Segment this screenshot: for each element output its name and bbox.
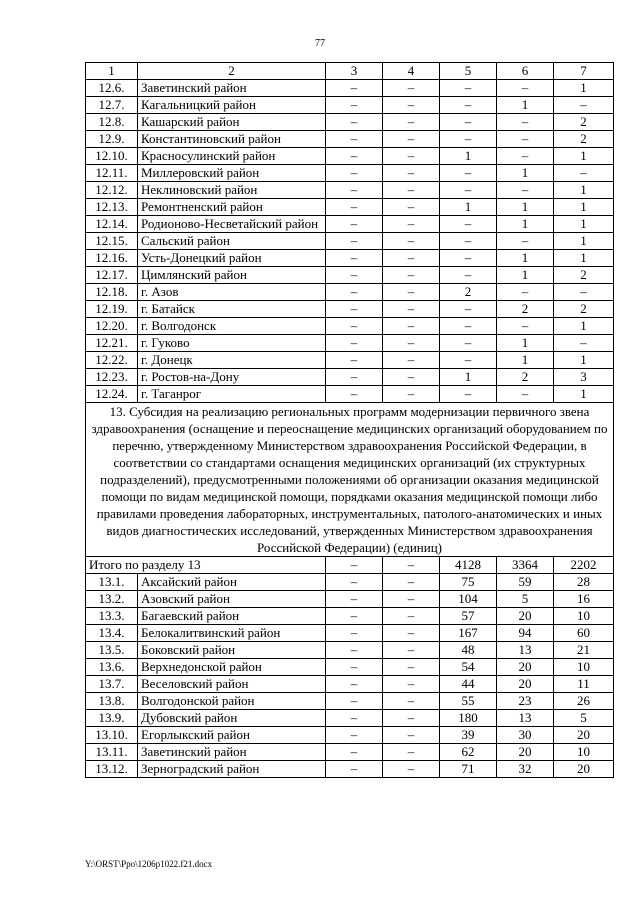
col7-value: 1: [554, 352, 614, 369]
col4-value: –: [383, 693, 440, 710]
col4-value: –: [383, 761, 440, 778]
district-name: Миллеровский район: [138, 165, 326, 182]
table-row: [86, 250, 614, 267]
col6-value: –: [497, 284, 554, 301]
col6-value: 5: [497, 591, 554, 608]
col4-value: –: [383, 352, 440, 369]
row-number: 13.11.: [86, 744, 138, 761]
col4-value: –: [383, 386, 440, 403]
col7-value: 2: [554, 301, 614, 318]
col4-value: –: [383, 710, 440, 727]
district-name: Белокалитвинский район: [138, 625, 326, 642]
col3-value: –: [326, 727, 383, 744]
col7-value: 1: [554, 386, 614, 403]
col4-value: –: [383, 148, 440, 165]
district-name: Егорлыкский район: [138, 727, 326, 744]
row-number: 13.6.: [86, 659, 138, 676]
header-cell: 4: [383, 63, 440, 80]
col5-value: –: [440, 165, 497, 182]
col6-value: 13: [497, 642, 554, 659]
col4-value: –: [383, 165, 440, 182]
district-name: Красносулинский район: [138, 148, 326, 165]
col4-value: –: [383, 591, 440, 608]
col5-value: –: [440, 216, 497, 233]
row-number: 12.18.: [86, 284, 138, 301]
col3-value: –: [326, 574, 383, 591]
district-name: г. Таганрог: [138, 386, 326, 403]
col6-value: 1: [497, 97, 554, 114]
col6-value: –: [497, 318, 554, 335]
col6-value: 1: [497, 216, 554, 233]
table-row: [86, 233, 614, 250]
col3-value: –: [326, 335, 383, 352]
col5-value: –: [440, 318, 497, 335]
data-table: [85, 62, 614, 778]
col3-value: –: [326, 352, 383, 369]
col7-value: 2: [554, 114, 614, 131]
table-row: [86, 97, 614, 114]
col4-value: –: [383, 250, 440, 267]
col6-value: –: [497, 233, 554, 250]
col5-value: 1: [440, 199, 497, 216]
col3-value: –: [326, 301, 383, 318]
section-total-row: [86, 557, 614, 574]
district-name: Усть-Донецкий район: [138, 250, 326, 267]
col3-value: –: [326, 659, 383, 676]
col7-value: –: [554, 335, 614, 352]
row-number: 13.2.: [86, 591, 138, 608]
district-name: Верхнедонской район: [138, 659, 326, 676]
col4-value: –: [383, 744, 440, 761]
district-name: Кашарский район: [138, 114, 326, 131]
row-number: 13.1.: [86, 574, 138, 591]
col6-value: 1: [497, 352, 554, 369]
col5-value: 1: [440, 148, 497, 165]
col5-value: –: [440, 352, 497, 369]
row-number: 12.24.: [86, 386, 138, 403]
table-row: [86, 386, 614, 403]
table-row: [86, 80, 614, 97]
col7-value: 21: [554, 642, 614, 659]
district-name: г. Батайск: [138, 301, 326, 318]
col5-value: –: [440, 335, 497, 352]
col4-value: –: [383, 97, 440, 114]
col3-value: –: [326, 131, 383, 148]
total-col3-value: –: [326, 557, 383, 574]
row-number: 12.10.: [86, 148, 138, 165]
table-row: [86, 710, 614, 727]
row-number: 12.6.: [86, 80, 138, 97]
total-label: Итого по разделу 13: [86, 557, 326, 574]
col7-value: 20: [554, 727, 614, 744]
col5-value: –: [440, 131, 497, 148]
table-row: [86, 369, 614, 386]
col6-value: 1: [497, 335, 554, 352]
col3-value: –: [326, 693, 383, 710]
table-row: [86, 676, 614, 693]
col7-value: 1: [554, 216, 614, 233]
district-name: Багаевский район: [138, 608, 326, 625]
col5-value: –: [440, 386, 497, 403]
col3-value: –: [326, 642, 383, 659]
table-row: [86, 148, 614, 165]
district-name: г. Гуково: [138, 335, 326, 352]
row-number: 13.10.: [86, 727, 138, 744]
district-name: Константиновский район: [138, 131, 326, 148]
col5-value: 39: [440, 727, 497, 744]
district-name: Родионово-Несветайский район: [138, 216, 326, 233]
col5-value: –: [440, 233, 497, 250]
section-title: 13. Субсидия на реализацию региональных программ модернизации первичного звена здравоохранения (оснащение и переоснащение медицинских организаций оборудованием по перечню, утвержденному Министерством здравоохранения Российской Федерации, в соответствии со стандартами оснащения медицинских организаций (их структурных подразделений), предусмотренными положениями об организации оказания медицинской помощи по видам медицинской помощи, порядками оказания медицинской помощи либо правилами проведения лабораторных, инструментальных, патолого-анатомических и иных видов диагностических исследований, утвержденных Министерством здравоохранения Российской Федерации) (единиц): [86, 403, 614, 557]
col6-value: 59: [497, 574, 554, 591]
row-number: 12.17.: [86, 267, 138, 284]
col4-value: –: [383, 676, 440, 693]
col7-value: 2: [554, 131, 614, 148]
header-cell: 7: [554, 63, 614, 80]
district-name: г. Донецк: [138, 352, 326, 369]
col5-value: 57: [440, 608, 497, 625]
header-cell: 1: [86, 63, 138, 80]
col7-value: 10: [554, 744, 614, 761]
table-row: [86, 199, 614, 216]
col6-value: –: [497, 182, 554, 199]
district-name: Волгодонской район: [138, 693, 326, 710]
row-number: 13.12.: [86, 761, 138, 778]
header-cell: 3: [326, 63, 383, 80]
col3-value: –: [326, 199, 383, 216]
col4-value: –: [383, 727, 440, 744]
col3-value: –: [326, 386, 383, 403]
col3-value: –: [326, 710, 383, 727]
row-number: 12.16.: [86, 250, 138, 267]
col4-value: –: [383, 574, 440, 591]
col7-value: 5: [554, 710, 614, 727]
row-number: 13.3.: [86, 608, 138, 625]
col6-value: 1: [497, 165, 554, 182]
table-row: [86, 574, 614, 591]
table-row: [86, 318, 614, 335]
table-row: [86, 114, 614, 131]
col4-value: –: [383, 267, 440, 284]
col6-value: 1: [497, 250, 554, 267]
table-row: [86, 216, 614, 233]
row-number: 13.7.: [86, 676, 138, 693]
col3-value: –: [326, 369, 383, 386]
table-row: [86, 625, 614, 642]
page-number: 77: [315, 38, 325, 49]
row-number: 13.4.: [86, 625, 138, 642]
col6-value: –: [497, 114, 554, 131]
col7-value: 10: [554, 608, 614, 625]
row-number: 12.9.: [86, 131, 138, 148]
row-number: 12.7.: [86, 97, 138, 114]
table-row: [86, 335, 614, 352]
col7-value: 16: [554, 591, 614, 608]
col3-value: –: [326, 148, 383, 165]
table-row: [86, 267, 614, 284]
district-name: Азовский район: [138, 591, 326, 608]
district-name: Аксайский район: [138, 574, 326, 591]
col4-value: –: [383, 301, 440, 318]
col5-value: 54: [440, 659, 497, 676]
col3-value: –: [326, 216, 383, 233]
row-number: 12.11.: [86, 165, 138, 182]
col5-value: –: [440, 250, 497, 267]
table-row: [86, 301, 614, 318]
col7-value: 1: [554, 233, 614, 250]
col5-value: 55: [440, 693, 497, 710]
header-row: [86, 63, 614, 80]
row-number: 12.12.: [86, 182, 138, 199]
col5-value: 71: [440, 761, 497, 778]
col7-value: 1: [554, 80, 614, 97]
col7-value: 60: [554, 625, 614, 642]
total-col7-value: 2202: [554, 557, 614, 574]
row-number: 12.21.: [86, 335, 138, 352]
col3-value: –: [326, 676, 383, 693]
col3-value: –: [326, 591, 383, 608]
row-number: 12.14.: [86, 216, 138, 233]
col7-value: 28: [554, 574, 614, 591]
col3-value: –: [326, 182, 383, 199]
col7-value: 1: [554, 199, 614, 216]
col6-value: 13: [497, 710, 554, 727]
district-name: Веселовский район: [138, 676, 326, 693]
col5-value: 62: [440, 744, 497, 761]
col4-value: –: [383, 114, 440, 131]
section-heading-row: [86, 403, 614, 557]
district-name: Ремонтненский район: [138, 199, 326, 216]
col5-value: 75: [440, 574, 497, 591]
district-name: Цимлянский район: [138, 267, 326, 284]
col3-value: –: [326, 97, 383, 114]
district-name: Сальский район: [138, 233, 326, 250]
col7-value: 2: [554, 267, 614, 284]
table-row: [86, 744, 614, 761]
col7-value: 1: [554, 250, 614, 267]
col3-value: –: [326, 761, 383, 778]
district-name: г. Азов: [138, 284, 326, 301]
col4-value: –: [383, 233, 440, 250]
col7-value: 11: [554, 676, 614, 693]
col5-value: 167: [440, 625, 497, 642]
col4-value: –: [383, 625, 440, 642]
col3-value: –: [326, 318, 383, 335]
col7-value: –: [554, 165, 614, 182]
col4-value: –: [383, 369, 440, 386]
row-number: 13.8.: [86, 693, 138, 710]
row-number: 12.19.: [86, 301, 138, 318]
col6-value: 2: [497, 369, 554, 386]
col6-value: –: [497, 386, 554, 403]
table-row: [86, 693, 614, 710]
table-row: [86, 284, 614, 301]
district-name: г. Волгодонск: [138, 318, 326, 335]
col5-value: –: [440, 97, 497, 114]
col5-value: 44: [440, 676, 497, 693]
district-name: Заветинский район: [138, 744, 326, 761]
col5-value: 2: [440, 284, 497, 301]
col3-value: –: [326, 80, 383, 97]
table-row: [86, 608, 614, 625]
district-name: Кагальницкий район: [138, 97, 326, 114]
col6-value: 1: [497, 267, 554, 284]
total-col4-value: –: [383, 557, 440, 574]
table-row: [86, 182, 614, 199]
district-name: Заветинский район: [138, 80, 326, 97]
col6-value: 20: [497, 744, 554, 761]
col4-value: –: [383, 335, 440, 352]
col4-value: –: [383, 284, 440, 301]
col4-value: –: [383, 182, 440, 199]
row-number: 12.15.: [86, 233, 138, 250]
col7-value: –: [554, 97, 614, 114]
col7-value: 1: [554, 318, 614, 335]
col6-value: 2: [497, 301, 554, 318]
col5-value: 48: [440, 642, 497, 659]
col5-value: –: [440, 301, 497, 318]
col5-value: 180: [440, 710, 497, 727]
col4-value: –: [383, 216, 440, 233]
col3-value: –: [326, 233, 383, 250]
district-name: Зерноградский район: [138, 761, 326, 778]
total-col6-value: 3364: [497, 557, 554, 574]
col3-value: –: [326, 250, 383, 267]
col7-value: 3: [554, 369, 614, 386]
table-row: [86, 642, 614, 659]
col4-value: –: [383, 659, 440, 676]
table-row: [86, 659, 614, 676]
col3-value: –: [326, 744, 383, 761]
district-name: Неклиновский район: [138, 182, 326, 199]
col3-value: –: [326, 284, 383, 301]
col6-value: 20: [497, 659, 554, 676]
row-number: 12.8.: [86, 114, 138, 131]
row-number: 12.20.: [86, 318, 138, 335]
district-name: Боковский район: [138, 642, 326, 659]
col6-value: –: [497, 80, 554, 97]
table-row: [86, 352, 614, 369]
col4-value: –: [383, 80, 440, 97]
row-number: 12.23.: [86, 369, 138, 386]
district-name: Дубовский район: [138, 710, 326, 727]
col7-value: 1: [554, 182, 614, 199]
col7-value: 10: [554, 659, 614, 676]
col7-value: 20: [554, 761, 614, 778]
col3-value: –: [326, 114, 383, 131]
col7-value: –: [554, 284, 614, 301]
total-col5-value: 4128: [440, 557, 497, 574]
col6-value: 32: [497, 761, 554, 778]
district-name: г. Ростов-на-Дону: [138, 369, 326, 386]
col3-value: –: [326, 165, 383, 182]
col5-value: 104: [440, 591, 497, 608]
col6-value: 30: [497, 727, 554, 744]
col6-value: 20: [497, 608, 554, 625]
header-cell: 2: [138, 63, 326, 80]
col7-value: 1: [554, 148, 614, 165]
col6-value: –: [497, 131, 554, 148]
col3-value: –: [326, 625, 383, 642]
col6-value: –: [497, 148, 554, 165]
header-cell: 5: [440, 63, 497, 80]
header-cell: 6: [497, 63, 554, 80]
col3-value: –: [326, 267, 383, 284]
col4-value: –: [383, 131, 440, 148]
col6-value: 23: [497, 693, 554, 710]
col4-value: –: [383, 199, 440, 216]
col5-value: –: [440, 182, 497, 199]
row-number: 12.22.: [86, 352, 138, 369]
col6-value: 1: [497, 199, 554, 216]
col6-value: 94: [497, 625, 554, 642]
table-row: [86, 131, 614, 148]
table-row: [86, 761, 614, 778]
col5-value: –: [440, 80, 497, 97]
row-number: 12.13.: [86, 199, 138, 216]
col3-value: –: [326, 608, 383, 625]
table-row: [86, 727, 614, 744]
col5-value: 1: [440, 369, 497, 386]
col4-value: –: [383, 318, 440, 335]
col5-value: –: [440, 267, 497, 284]
col4-value: –: [383, 642, 440, 659]
table-row: [86, 591, 614, 608]
row-number: 13.5.: [86, 642, 138, 659]
col4-value: –: [383, 608, 440, 625]
col5-value: –: [440, 114, 497, 131]
col6-value: 20: [497, 676, 554, 693]
file-path-footer: Y:\ORST\Ppo\1206p1022.f21.docx: [85, 859, 213, 869]
table-row: [86, 165, 614, 182]
row-number: 13.9.: [86, 710, 138, 727]
col7-value: 26: [554, 693, 614, 710]
